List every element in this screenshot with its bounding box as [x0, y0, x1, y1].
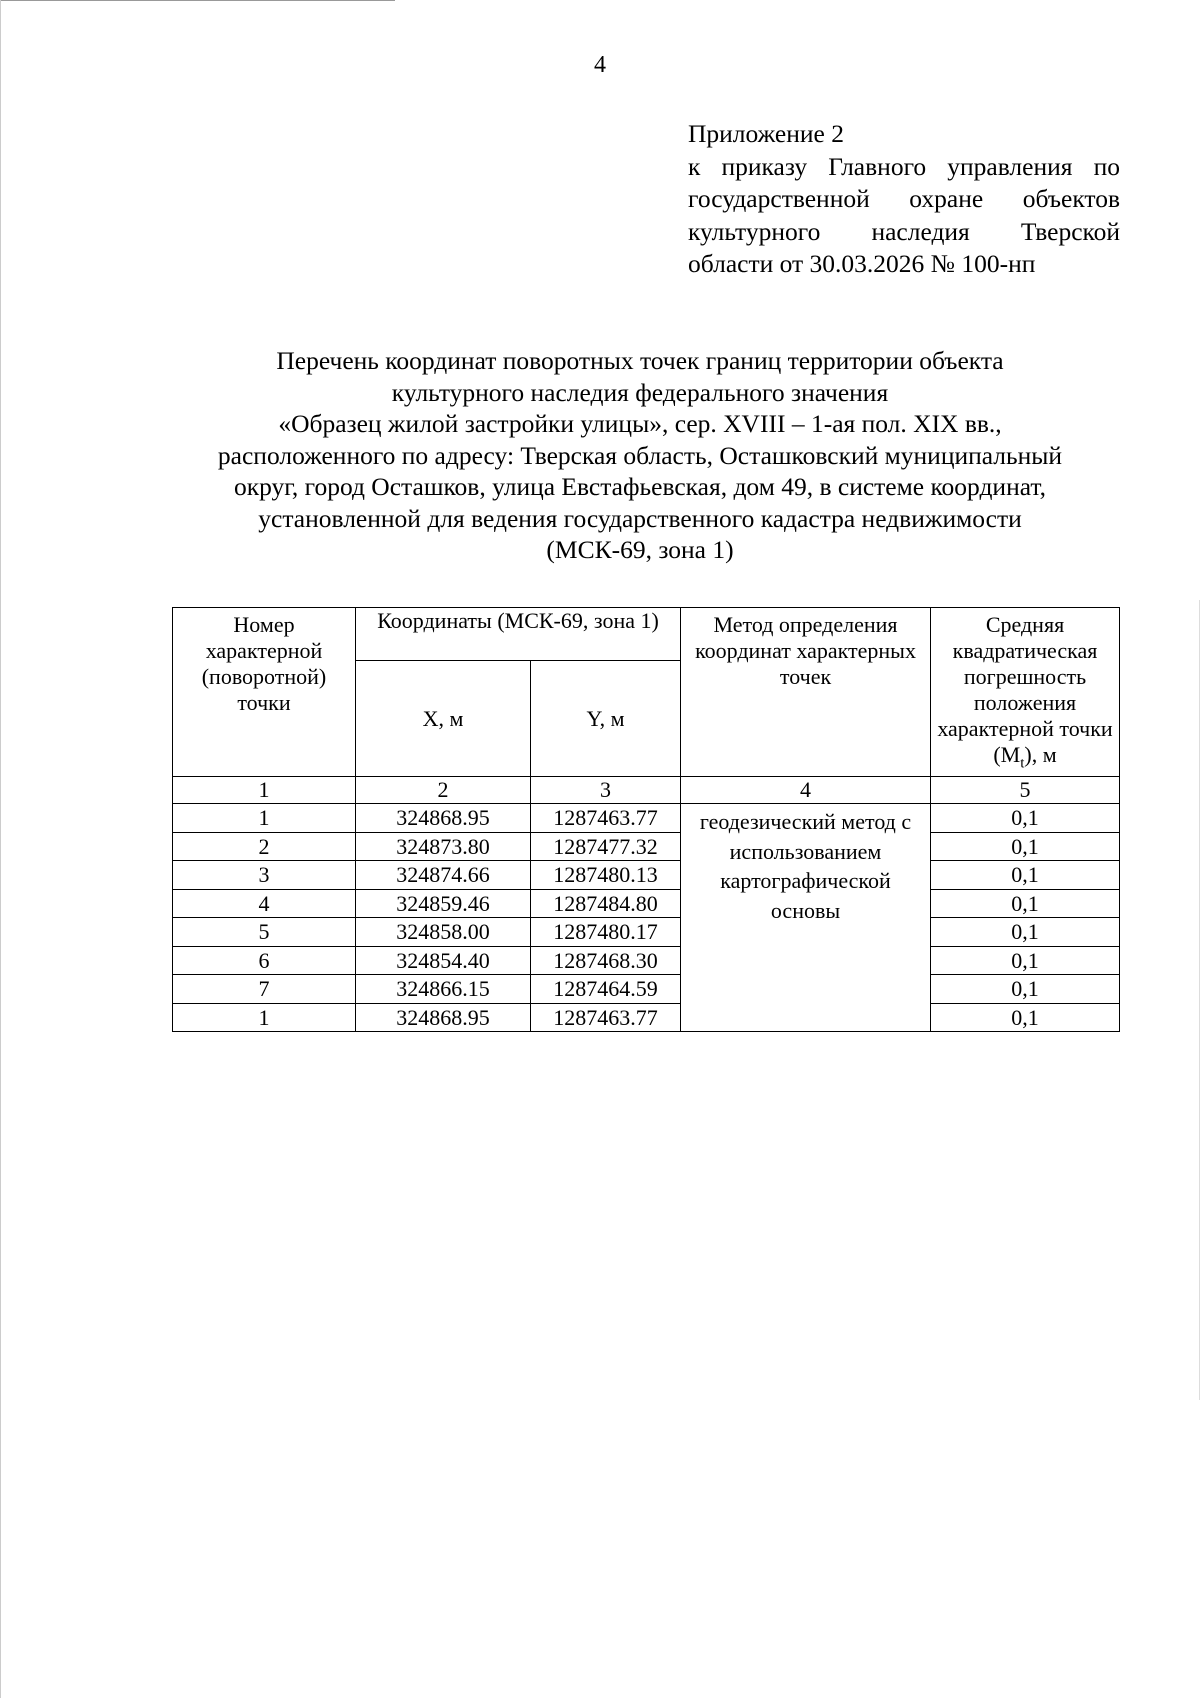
column-number: 2	[356, 777, 531, 804]
appendix-block	[688, 118, 1120, 281]
header-x: X, м	[356, 661, 531, 777]
header-error-prefix: Средняя квадратическая погрешность положения характерной точки (M	[937, 612, 1113, 767]
error-value: 0,1	[931, 946, 1120, 975]
x-value: 324866.15	[356, 975, 531, 1004]
error-value: 0,1	[931, 1003, 1120, 1032]
heading-line: расположенного по адресу: Тверская область, Осташковский муниципальный	[217, 440, 1063, 470]
error-value: 0,1	[931, 975, 1120, 1004]
table-row	[173, 946, 1120, 975]
heading-line: культурного наследия федерального значения	[391, 377, 889, 407]
error-value: 0,1	[931, 889, 1120, 918]
y-value: 1287463.77	[531, 804, 681, 833]
header-coordinates: Координаты (МСК-69, зона 1)	[356, 608, 681, 661]
scan-artifact	[0, 0, 395, 1]
heading-line: Перечень координат поворотных точек границ территории объекта	[276, 346, 1004, 375]
header-error	[931, 608, 1120, 777]
coordinates-table	[172, 607, 1120, 1032]
point-number: 4	[173, 889, 356, 918]
point-number: 6	[173, 946, 356, 975]
method-value: геодезический метод с использованием картографической основы	[681, 804, 931, 1032]
x-value: 324874.66	[356, 861, 531, 890]
column-number-row	[173, 777, 1120, 804]
table-row	[173, 832, 1120, 861]
y-value: 1287480.13	[531, 861, 681, 890]
y-value: 1287463.77	[531, 1003, 681, 1032]
x-value: 324868.95	[356, 804, 531, 833]
y-value: 1287468.30	[531, 946, 681, 975]
table-row	[173, 918, 1120, 947]
header-method: Метод определения координат характерных точек	[681, 608, 931, 777]
table-row	[173, 861, 1120, 890]
table-row	[173, 889, 1120, 918]
header-error-suffix: ), м	[1024, 742, 1057, 767]
point-number: 5	[173, 918, 356, 947]
heading-line: «Образец жилой застройки улицы», сер. XVIII – 1-ая пол. XIX вв.,	[278, 409, 1002, 438]
x-value: 324873.80	[356, 832, 531, 861]
point-number: 1	[173, 804, 356, 833]
y-value: 1287464.59	[531, 975, 681, 1004]
column-number: 1	[173, 777, 356, 804]
point-number: 7	[173, 975, 356, 1004]
point-number: 1	[173, 1003, 356, 1032]
table-row	[173, 1003, 1120, 1032]
error-value: 0,1	[931, 832, 1120, 861]
page-number: 4	[594, 52, 606, 78]
appendix-body: к приказу Главного управления по государственной охране объектов культурного наследия Тверской области от 30.03.2026 № 100-нп	[688, 151, 1120, 278]
document-heading	[160, 345, 1120, 566]
heading-line: установленной для ведения государственного кадастра недвижимости	[258, 503, 1022, 533]
x-value: 324854.40	[356, 946, 531, 975]
heading-line: округ, город Осташков, улица Евстафьевская, дом 49, в системе координат,	[233, 472, 1046, 501]
x-value: 324868.95	[356, 1003, 531, 1032]
error-value: 0,1	[931, 918, 1120, 947]
appendix-title: Приложение 2	[688, 119, 844, 148]
table-row	[173, 804, 1120, 833]
error-value: 0,1	[931, 804, 1120, 833]
heading-line: (МСК-69, зона 1)	[546, 535, 734, 564]
table-header-row	[173, 608, 1120, 661]
point-number: 3	[173, 861, 356, 890]
y-value: 1287484.80	[531, 889, 681, 918]
header-error-subscript: t	[1020, 755, 1025, 772]
column-number: 4	[681, 777, 931, 804]
point-number: 2	[173, 832, 356, 861]
column-number: 3	[531, 777, 681, 804]
x-value: 324858.00	[356, 918, 531, 947]
y-value: 1287477.32	[531, 832, 681, 861]
table-row	[173, 975, 1120, 1004]
error-value: 0,1	[931, 861, 1120, 890]
column-number: 5	[931, 777, 1120, 804]
header-y: Y, м	[531, 661, 681, 777]
y-value: 1287480.17	[531, 918, 681, 947]
scan-artifact	[0, 0, 1, 1698]
header-point-number: Номер характерной (поворотной) точки	[173, 608, 356, 777]
x-value: 324859.46	[356, 889, 531, 918]
